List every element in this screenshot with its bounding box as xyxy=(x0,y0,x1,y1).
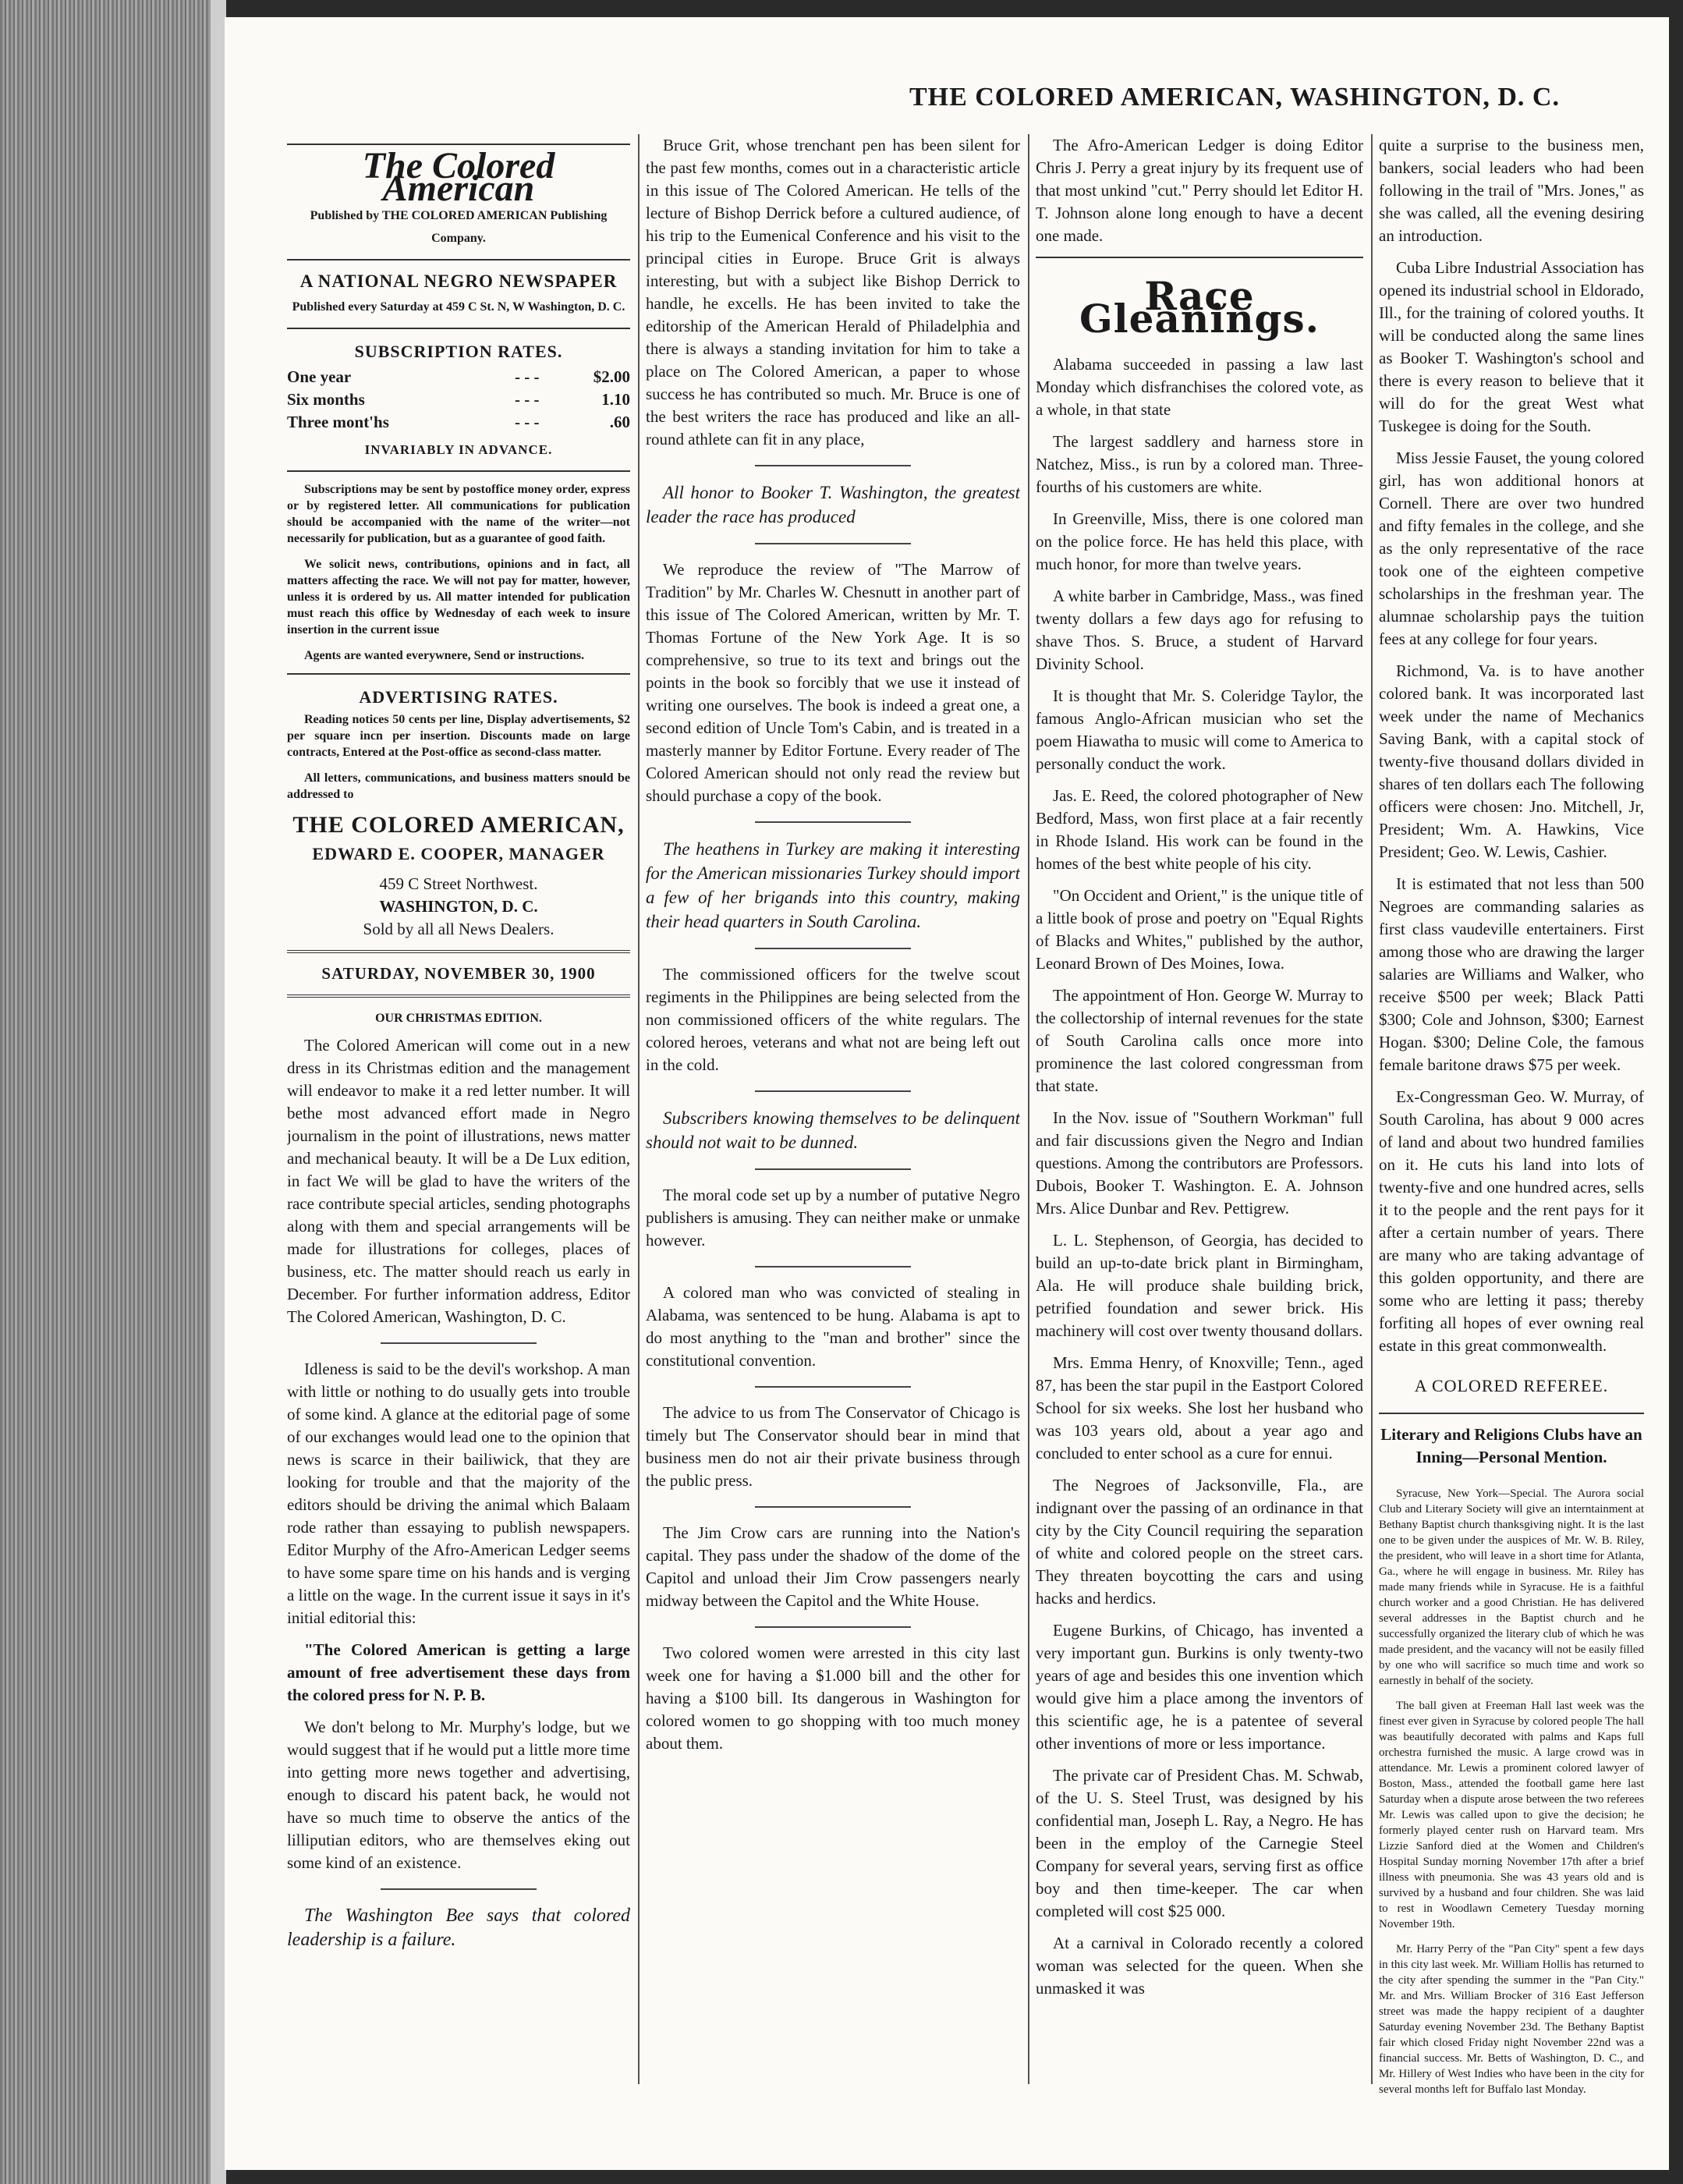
advice-article: The advice to us from The Conservator of Chicago is timely but The Conservator should bear in mind that business men do not air their private business through the public press. xyxy=(646,1403,1020,1490)
gleaning-item: At a carnival in Colorado recently a colored woman was selected for the queen. When she unmasked it was xyxy=(1036,1934,1363,1998)
ledger-article: The Afro-American Ledger is doing Editor Chris J. Perry a great injury by its frequent use of that most unkind "cut." Perry should let Editor H. T. Johnson alone long enough to have a decent one made. xyxy=(1036,136,1363,245)
column-2 xyxy=(646,134,1020,2139)
newspaper-page xyxy=(225,17,1669,2170)
divider xyxy=(381,1888,537,1890)
running-head: THE COLORED AMERICAN, WASHINGTON, D. C. xyxy=(909,83,1560,112)
gleaning-item: "On Occident and Orient," is the unique title of a little book of prose and poetry on "Equal Rights of Blacks and Whites," published by the author, Leonard Brown of Des Moines, Iowa. xyxy=(1036,886,1363,973)
column-rule xyxy=(1028,134,1029,2084)
divider xyxy=(287,328,630,329)
divider xyxy=(755,1386,911,1388)
rate-dash: - - - xyxy=(515,367,540,386)
rate-price: .60 xyxy=(609,413,630,431)
divider xyxy=(755,1168,911,1170)
book-binding xyxy=(0,0,226,2184)
column-rule xyxy=(638,134,640,2084)
street-address: 459 C Street Northwest. xyxy=(379,874,538,893)
gleaning-item: Cuba Libre Industrial Association has opened its industrial school in Eldorado, Ill., for the training of colored youths. It will be conducted along the same lines as Booker T. Washington's school and there is every reason to believe that it will do for the great West what Tuskegee is doing for the South. xyxy=(1379,258,1644,435)
gleaning-item: The Negroes of Jacksonville, Fla., are indignant over the passing of an ordinance in that city by the City Council requiring the separation of white and colored people on the street cars. They threaten boycotting the cars and using hacks and herdics. xyxy=(1036,1476,1363,1608)
rate-label: Three mont'hs xyxy=(287,413,389,431)
divider xyxy=(1036,257,1363,258)
gleaning-item: The largest saddlery and harness store in Natchez, Miss., is run by a colored man. Three-fourths of his customers are white. xyxy=(1036,432,1363,496)
manager-name: EDWARD E. COOPER, MANAGER xyxy=(312,844,605,863)
christmas-heading: OUR CHRISTMAS EDITION. xyxy=(375,1012,542,1025)
gleaning-item: The appointment of Hon. George W. Murray to the collectorship of internal revenues for the state of South Carolina calls once more into prominence the last colored congressman from that state. xyxy=(1036,986,1363,1095)
gleaning-item: Richmond, Va. is to have another colored bank. It was incorporated last week under the name of Mechanics Saving Bank, with a capital stock of twenty-five thousand dollars divided in shares of ten dollars each The following officers were chosen: Jno. Mitchell, Jr, President; Wm. A. Hawkins, Vice President; Geo. W. Lewis, Cashier. xyxy=(1379,661,1644,861)
divider xyxy=(381,1342,537,1344)
gleaning-item: Mrs. Emma Henry, of Knoxville; Tenn., aged 87, has been the star pupil in the Eastport Colored School for six weeks. She lost her husband who was 103 years old, about a year ago and concluded to enter school as a cure for ennui. xyxy=(1036,1353,1363,1462)
rate-dash: - - - xyxy=(515,390,540,409)
divider xyxy=(755,1506,911,1508)
gleaning-item: Alabama succeeded in passing a law last Monday which disfranchises the colored vote, as a whole, in that state xyxy=(1036,355,1363,419)
clubs-item: Syracuse, New York—Special. The Aurora social Club and Literary Society will give an interntainment at Bethany Baptist church thanksgiving night. It is the last one to be given under the auspices of Mr. W. B. Riley, the president, who will leave in a short time for Atlanta, Ga., where he will engage in business. Mr. Riley has made many friends while in Syracuse. He is a faithful church worker and a good Christian. He has delivered several addresses in the Baptist church and he successfully organized the literary club of which he was made president, and the vacancy will not be easily filled by one who will sacrifice so much time and work so earnestly in behalf of the society. xyxy=(1379,1487,1644,1687)
gleaning-item: In Greenville, Miss, there is one colored man on the police force. He has held this place, with much honor, for more than twelve years. xyxy=(1036,509,1363,573)
table-row xyxy=(287,388,630,411)
bee-note: The Washington Bee says that colored leadership is a failure. xyxy=(287,1906,630,1950)
murphy-quote: "The Colored American is getting a large amount of free advertisement these days from the colored press for N. P. B. xyxy=(287,1640,630,1704)
subscription-body: We solicit news, contributions, opinions and in fact, all matters affecting the race. We will not pay for matter, however, unless it is ordered by us. All matter intended for publication must reach this office by Wednesday of each week to insure insertion in the current issue xyxy=(287,558,630,636)
divider xyxy=(755,1266,911,1268)
jimcrow-article: The Jim Crow cars are running into the Nation's capital. They pass under the shadow of the dome of the Capitol and unload their Jim Crow passengers nearly midway between the Capitol and the White House. xyxy=(646,1523,1020,1610)
advertising-title: ADVERTISING RATES. xyxy=(359,687,558,707)
subscribers-note: Subscribers knowing themselves to be delinquent should not wait to be dunned. xyxy=(646,1108,1020,1152)
column-3 xyxy=(1036,134,1363,2139)
divider xyxy=(755,543,911,544)
divider xyxy=(287,673,630,675)
rate-dash: - - - xyxy=(515,413,540,431)
turkey-note: The heathens in Turkey are making it interesting for the American missionaries Turkey should import a few of her brigands into this country, making their head quarters in South Carolina. xyxy=(646,839,1020,931)
masthead-tagline: A NATIONAL NEGRO NEWSPAPER xyxy=(299,271,618,291)
divider xyxy=(287,994,630,998)
advertising-body: Reading notices 50 cents per line, Display advertisements, $2 per square incn per insertion. Discounts made on large contracts, Entered at the Post-office as second-class matter. xyxy=(287,713,630,759)
gleaning-item: The private car of President Chas. M. Schwab, of the U. S. Steel Trust, was designed by his confidential man, Joseph L. Ray, a Negro. He has been in the employ of the Carnegie Steel Company for several years, serving first as office boy and then time-keeper. The car when completed will cost $25 000. xyxy=(1036,1766,1363,1920)
gleaning-item: quite a surprise to the business men, bankers, social leaders who had been following in the trail of "Mrs. Jones," as she was called, all the evening desiring an introduction. xyxy=(1379,136,1644,245)
paper-name: THE COLORED AMERICAN, xyxy=(292,812,625,838)
gleaning-item: Eugene Burkins, of Chicago, has invented a very important gun. Burkins is only twenty-two years of age and besides this one invention which would give him a place among the inventors of this scientific age, he is a patentee of several other inventions of more or less importance. xyxy=(1036,1621,1363,1753)
gleaning-item: Jas. E. Reed, the colored photographer of New Bedford, Mass, won first place at a fair recently in Rhode Island. His work can be found in the homes of the best white people of his city. xyxy=(1036,786,1363,873)
women-article: Two colored women were arrested in this city last week one for having a $1.000 bill and the other for having a $100 bill. Its dangerous in Washington for colored women to go shopping with too much money about them. xyxy=(646,1643,1020,1753)
philippines-article: The commissioned officers for the twelve scout regiments in the Philippines are being selected from the non commissioned officers of the white regulars. The colored heroes, veterans and what not are being left out in the cold. xyxy=(646,965,1020,1074)
clubs-heading: Literary and Religions Clubs have an Inning—Personal Mention. xyxy=(1380,1425,1642,1466)
sold-by: Sold by all all News Dealers. xyxy=(363,920,555,938)
divider xyxy=(755,465,911,466)
city-address: WASHINGTON, D. C. xyxy=(379,897,538,916)
gleaning-item: It is estimated that not less than 500 Negroes are commanding salaries as first class vaudeville entertainers. First among those who are drawing the larger salaries are Williams and Walker, who receive $500 per week; Black Patti $300; Cole and Johnson, $300; Earnest Hogan. $300; Deline Cole, the famous female baritone draws $75 per week. xyxy=(1379,874,1644,1074)
murphy-reply: We don't belong to Mr. Murphy's lodge, but we would suggest that if he would put a little more time into getting more news together and advertising, enough to discard his patent back, he would not have so much time to observe the antics of the lilliputian editors, who are themselves eking out some kind of an existence. xyxy=(287,1718,630,1872)
table-row xyxy=(287,411,630,434)
subscription-body: Agents are wanted everywnere, Send or instructions. xyxy=(304,649,585,662)
divider xyxy=(755,1626,911,1628)
christmas-article: The Colored American will come out in a new dress in its Christmas edition and the management will endeavor to make it a red letter number. It will bethe most advanced effort made in Negro journalism in the point of illustrations, news matter and mechanical beauty. It will be a De Lux edition, in fact We will be glad to have the writers of the race contribute special articles, sending photographs along with them and special arrangements will be made for illustrations for colleges, places of business, etc. The matter should reach us early in December. For further information address, Editor The Colored American, Washington, D. C. xyxy=(287,1036,630,1326)
masthead-published-by: Published by THE COLORED AMERICAN Publishing Company. xyxy=(310,209,608,245)
gleaning-item: A white barber in Cambridge, Mass., was fined twenty dollars a few days ago for refusing to shave Thos. S. Bruce, a student of Harvard Divinity School. xyxy=(1036,587,1363,673)
advertising-body: All letters, communications, and business matters snould be addressed to xyxy=(287,771,630,801)
divider xyxy=(1379,1413,1644,1414)
gleaning-item: Miss Jessie Fauset, the young colored girl, has won additional honors at Cornell. There are over two hundred and fifty females in the college, and she as the only representative of the race took one of the eighteen competive scholarships in the freshman year. The alumnae scholarship pays the tuition fees at any college for four years. xyxy=(1379,448,1644,648)
clubs-item: Mr. Harry Perry of the "Pan City" spent a few days in this city last week. Mr. William Hollis has returned to the city after spending the summer in the "Pan City." Mr. and Mrs. William Brocker of 316 East Jefferson street was made the happy recipient of a daughter Saturday evening November 23d. The Bethany Baptist fair which closed Friday night November 22nd was a financial success. Mr. Betts of Washington, D. C., and Mr. Hillery of West Indies who have been in the city for several months left for Buffalo last Monday. xyxy=(1379,1943,1644,2096)
subscription-body: Subscriptions may be sent by postoffice money order, express or by registered letter. All communications for publication should be accompanied with the name of the writer—not necessarily for publication, but as a guarantee of good faith. xyxy=(287,483,630,545)
page-edge xyxy=(211,0,226,2184)
gleaning-item: In the Nov. issue of "Southern Workman" full and fair discussions given the Negro and Indian questions. Among the contributors are Professors. Dubois, Booker T. Washington. E. A. Johnson Mrs. Alice Dunbar and Rev. Pettigrew. xyxy=(1036,1108,1363,1218)
convicted-article: A colored man who was convicted of stealing in Alabama, was sentenced to be hung. Alabama is apt to do most anything to the "man and brother" since the constitutional convention. xyxy=(646,1283,1020,1370)
divider xyxy=(287,259,630,261)
marrow-article: We reproduce the review of "The Marrow of Tradition" by Mr. Charles W. Chesnutt in another part of this issue of The Colored American, written by Mr. T. Thomas Fortune of the New York Age. It is so comprehensive, so true to its text and brings out the points in the book so forcibly that we use it instead of writing one ourselves. The book is indeed a great one, a second edition of Uncle Tom's Cabin, and is treated in a masterly manner by Editor Fortune. Every reader of The Colored American should not only read the review but should purchase a copy of the book. xyxy=(646,560,1020,805)
rate-label: One year xyxy=(287,367,352,386)
rate-price: $2.00 xyxy=(593,367,630,386)
masthead-schedule: Published every Saturday at 459 C St. N, W Washington, D. C. xyxy=(292,300,625,314)
table-row xyxy=(287,366,630,388)
gleaning-item: It is thought that Mr. S. Coleridge Taylor, the famous Anglo-African musician who set the poem Hiawatha to music will come to America to personally conduct the work. xyxy=(1036,686,1363,773)
rate-price: 1.10 xyxy=(601,390,630,409)
gleaning-item: L. L. Stephenson, of Georgia, has decided to build an up-to-date brick plant in Birmingham, Ala. He will produce shale building brick, petrified foundation and sewer brick. His machinery will cost over twenty thousand dollars. xyxy=(1036,1231,1363,1340)
gleaning-item: Ex-Congressman Geo. W. Murray, of South Carolina, has about 9 000 acres of land and about two hundred families on it. He cuts his land into lots of twenty-five and one hundred acres, sells it to the people and the rent pays for it after a certain number of years. There are many who are taking advantage of this golden opportunity, and there are some who are letting it pass; thereby forfiting all hopes of ever owning real estate in this great commonwealth. xyxy=(1379,1087,1644,1355)
column-1 xyxy=(287,134,630,2139)
divider xyxy=(755,948,911,949)
subscription-title: SUBSCRIPTION RATES. xyxy=(354,342,563,361)
dateline: SATURDAY, NOVEMBER 30, 1900 xyxy=(321,964,596,983)
bruce-grit-article: Bruce Grit, whose trenchant pen has been silent for the past few months, comes out in a characteristic article in this issue of The Colored American. He tells of the lecture of Bishop Derrick before a cultured audience, of his trip to the Eumenical Conference and his visit to the principal cities in Europe. Bruce Grit is always interesting, but with a subject like Bishop Derrick to handle, he excells. He has been invited to take the editorship of the American Herald of Philadelphia and there is always a standing invitation for him to take a place on The Colored American, a paper to whose success he has contributed so much. Mr. Bruce is one of the best writers the race has produced and like an all-round athlete can fit in any place, xyxy=(646,136,1020,448)
column-4 xyxy=(1379,134,1644,2139)
subscription-note: INVARIABLY IN ADVANCE. xyxy=(364,442,553,457)
divider xyxy=(755,1090,911,1092)
idleness-article: Idleness is said to be the devil's workshop. A man with little or nothing to do usually gets into trouble of some kind. A glance at the editorial page of some of our exchanges would lead one to the opinion that news is scarce in their bailiwick, that they are looking for trouble and that the majority of the editors should be driving the animal which Balaam rode rather than essaying to publish newspapers. Editor Murphy of the Afro-American Ledger seems to have some spare time on his hands and is verging a little on the wage. In the current issue it says in it's initial editorial this: xyxy=(287,1360,630,1627)
divider xyxy=(755,821,911,823)
masthead-title: The Colored American xyxy=(362,145,555,209)
race-gleanings-title: Race Gleanings. xyxy=(1079,273,1320,342)
divider xyxy=(287,950,630,953)
column-rule xyxy=(1371,134,1373,2084)
subscription-table xyxy=(287,366,630,434)
moral-article: The moral code set up by a number of putative Negro publishers is amusing. They can neither make or unmake however. xyxy=(646,1186,1020,1250)
honor-note: All honor to Booker T. Washington, the greatest leader the race has produced xyxy=(646,483,1020,526)
rate-label: Six months xyxy=(287,390,365,409)
clubs-item: The ball given at Freeman Hall last week was the finest ever given in Syracuse by colored people The hall was beautifully decorated with palms and Kaps full orchestra furnished the music. A large crowd was in attendance. Mr. Lewis a prominent colored lawyer of Boston, Mass., attended the football game here last Saturday when a dispute arose between the two referees Mr. Lewis was called upon to give the decision; he formerly played center rush on Harvard team. Mrs Lizzie Sanford died at the Women and Children's Hospital Sunday morning November 17th after a brief illness with pneumonia. She was 43 years old and is survived by a husband and four children. She was laid to rest in Woodlawn Cemetery Tuesday morning November 19th. xyxy=(1379,1700,1644,1930)
divider xyxy=(287,470,630,472)
referee-heading: A COLORED REFEREE. xyxy=(1414,1376,1609,1395)
